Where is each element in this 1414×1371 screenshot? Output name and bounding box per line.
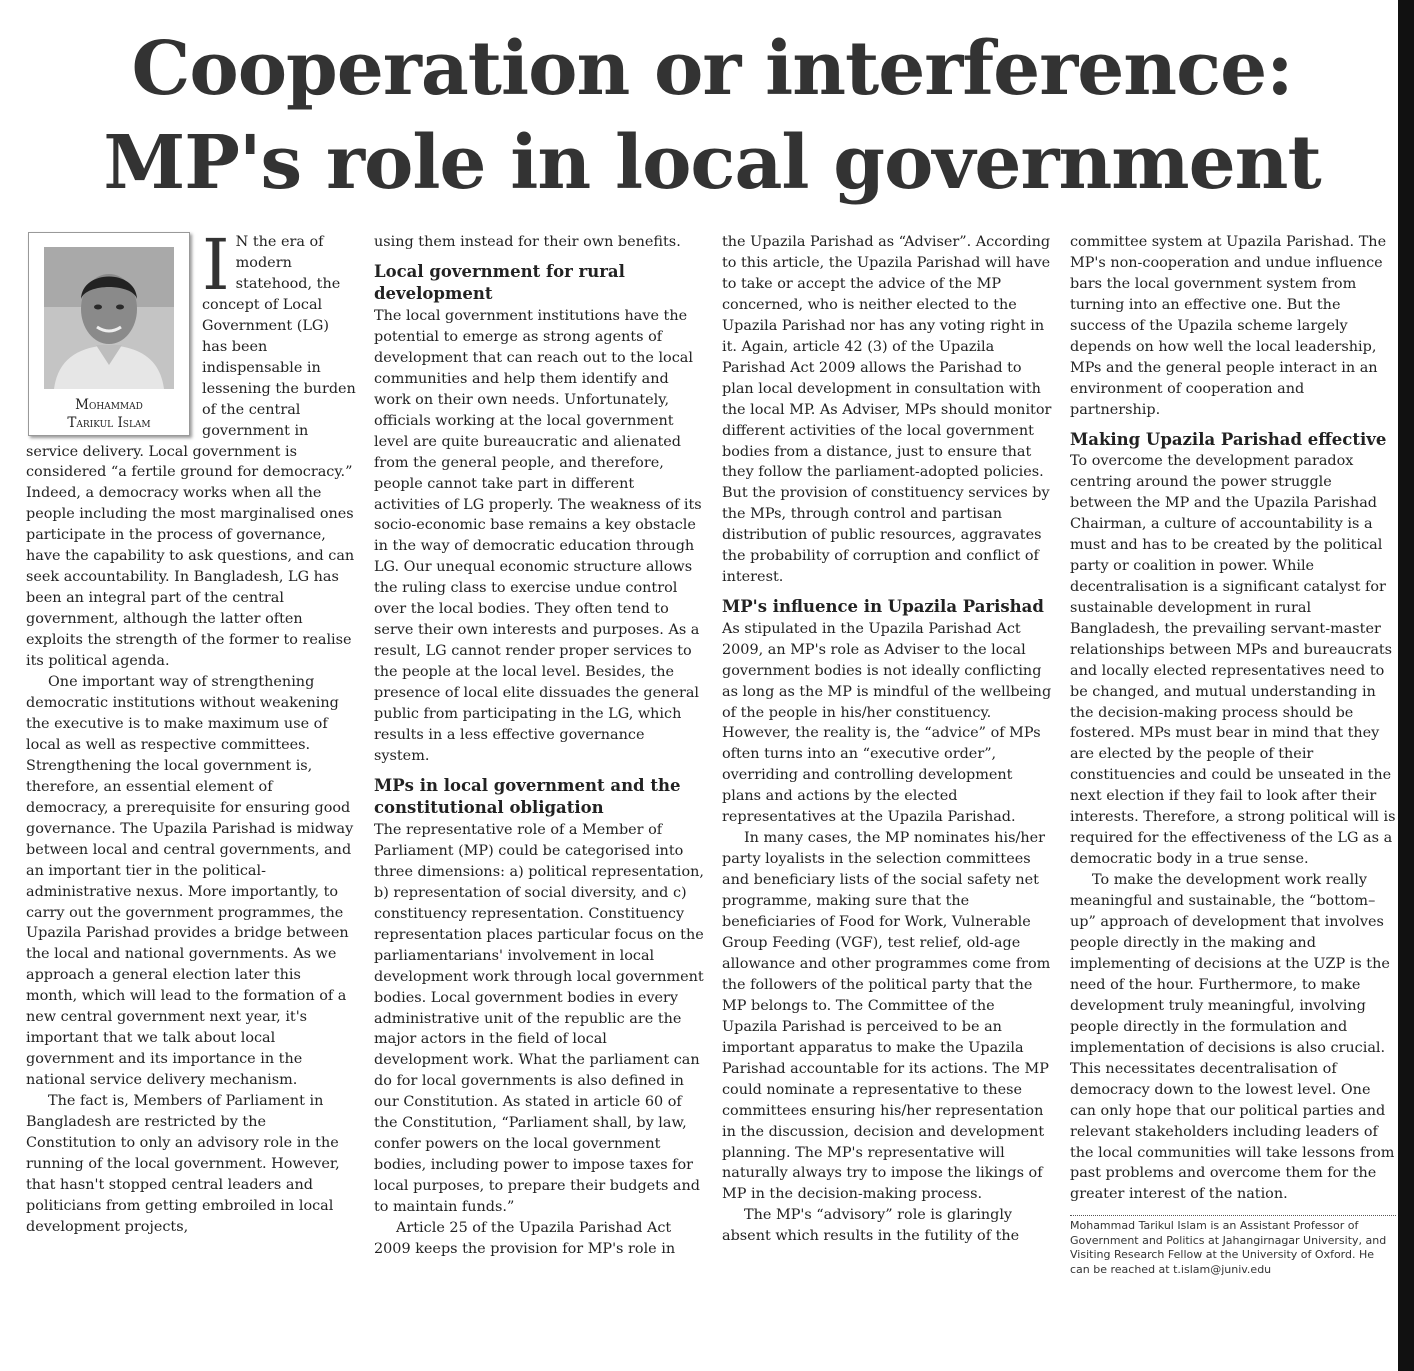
article-paragraph: The representative role of a Member of Parliament (MP) could be categorised into three dimensions: a) political representation, b) representation of social diversity, and c) constituency representation. Constituency representation places particular focus on the parliamentarians' involvement in local development work through local government bodies. Local government bodies in every administrative unit of the republic are the major actors in the field of local development work. What the parliament can do for local governments is also defined in our Constitution. As stated in article 60 of the Constitution, “Parliament shall, by law, confer powers on the local government bodies, including power to impose taxes for local purposes, to prepare their budgets and to maintain funds.” [374, 821, 704, 1216]
author-name-line-2: Tarikul Islam [67, 415, 151, 431]
column-4 [1070, 232, 1396, 1277]
section-heading: MPs in local government and the constitutional obligation [374, 775, 681, 818]
headline [30, 22, 1394, 210]
article-paragraph: The fact is, Members of Parliament in Bangladesh are restricted by the Constitution to only an advisory role in the running of the local government. However, that hasn't stopped central leaders and politicians from getting embroiled in local development projects, [26, 1093, 340, 1235]
section-heading: Local government for rural development [374, 261, 625, 304]
column-1 [26, 224, 356, 1238]
article-paragraph: To make the development work really meaningful and sustainable, the “bottom–up” approach of development that involves people directly in the making and implementing of decisions at the UZP is the need of the hour. Furthermore, to make development truly meaningful, involving people directly in the formulation and implementation of decisions is also crucial. This necessitates decentralisation of democracy down to the lowest level. One can only hope that our political parties and relevant stakeholders including leaders of the local communities will take lessons from past problems and overcome them for the greater interest of the nation. [1070, 872, 1395, 1203]
headline-line-2: MP's role in local government [103, 120, 1321, 206]
article-paragraph: committee system at Upazila Parishad. The MP's non-cooperation and undue influence bars the local government system from turning into an effective one. But the success of the Upazila scheme largely depends on how well the local leadership, MPs and the general people interact in an environment of cooperation and partnership. [1070, 234, 1387, 418]
author-byline [29, 396, 189, 432]
author-name-line-1: Mohammad [75, 397, 143, 413]
section-heading: Making Upazila Parishad effective [1070, 429, 1387, 449]
article-paragraph: The local government institutions have the potential to emerge as strong agents of development that can reach out to the local communities and help them identify and work on their own needs. Unfortunately, officials working at the local government level are quite bureaucratic and alienated from the general people, and therefore, people cannot take part in different activities of LG properly. The weakness of its socio-economic base remains a key obstacle in the way of democratic education through LG. Our unequal economic structure allows the ruling class to exercise undue control over the local bodies. They often tend to serve their own interests and purposes. As a result, LG cannot render proper services to the people at the local level. Besides, the presence of local elite dissuades the general public from participating in the LG, which results in a less effective governance system. [374, 307, 702, 764]
page-edge [1398, 0, 1414, 1371]
article-paragraph: One important way of strengthening democratic institutions without weakening the executive is to make maximum use of local as well as respective committees. Strengthening the local government is, therefore, an essential element of democracy, a prerequisite for ensuring good governance. The Upazila Parishad is midway between local and central governments, and an important tier in the political-administrative nexus. More importantly, to carry out the government programmes, the Upazila Parishad provides a bridge between the local and national governments. As we approach a general election later this month, which will lead to the formation of a new central government next year, it's important that we talk about local government and its importance in the national service delivery mechanism. [26, 674, 354, 1089]
article-paragraph: In many cases, the MP nominates his/her party loyalists in the selection committees and beneficiary lists of the social safety net programme, making sure that the beneficiaries of Food for Work, Vulnerable Group Feeding (VGF), test relief, old-age allowance and other programmes come from the followers of the political party that the MP belongs to. The Committee of the Upazila Parishad is perceived to be an important apparatus to make the Upazila Parishad accountable for its actions. The MP could nominate a representative to these committees ensuring his/her representation in the discussion, decision and development planning. The MP's representative will naturally always try to impose the likings of MP in the decision-making process. [722, 830, 1051, 1203]
column-3 [722, 232, 1052, 1247]
column-2 [374, 232, 704, 1260]
section-heading: MP's influence in Upazila Parishad [722, 597, 1044, 617]
article-paragraph: using them instead for their own benefits. [374, 234, 681, 250]
author-photo [44, 247, 174, 389]
article-paragraph: the Upazila Parishad as “Adviser”. According to this article, the Upazila Parishad will have to take or accept the advice of the MP concerned, who is neither elected to the Upazila Parishad nor has any voting right in it. Again, article 42 (3) of the Upazila Parishad Act 2009 allows the Parishad to plan local development in consultation with the local MP. As Adviser, MPs should monitor different activities of the local government bodies from a distance, just to ensure that they follow the parliament-adopted policies. But the provision of constituency services by the MPs, through control and partisan distribution of public resources, aggravates the probability of corruption and conflict of interest. [722, 234, 1052, 586]
bio-divider [1070, 1215, 1396, 1216]
article-paragraph: The MP's “advisory” role is glaringly absent which results in the futility of the [722, 1207, 1020, 1245]
article-paragraph: Article 25 of the Upazila Parishad Act 2009 keeps the provision for MP's role in [374, 1220, 676, 1257]
article-paragraph: N the era of modern statehood, the concept of Local Government (LG) has been indispensable in lessening the burden of the central government in service delivery. Local government is considered “a fertile ground for democracy.” Indeed, a democracy works when all the people including the most marginalised ones participate in the process of governance, have the capability to ask questions, and can seek accountability. In Bangladesh, LG has been an integral part of the central government, although the latter often exploits the strength of the former to realise its political agenda. [26, 234, 356, 670]
headline-line-1: Cooperation or interference: [131, 26, 1293, 112]
drop-cap: I [202, 224, 230, 306]
article-paragraph: As stipulated in the Upazila Parishad Act 2009, an MP's role as Adviser to the local government bodies is not ideally conflicting as long as the MP is mindful of the wellbeing of the people in his/her constituency. However, the reality is, the “advice” of MPs often turns into an “executive order”, overriding and controlling development plans and actions by the elected representatives at the Upazila Parishad. [722, 620, 1052, 826]
author-bio: Mohammad Tarikul Islam is an Assistant Professor of Government and Politics at Jahangirnagar University, and Visiting Research Fellow at the University of Oxford. He can be reached at t.islam@juniv.edu [1070, 1219, 1387, 1276]
author-photo-box [28, 232, 190, 436]
article-paragraph: To overcome the development paradox centring around the power struggle between the MP and the Upazila Parishad Chairman, a culture of accountability is a must and has to be created by the political party or coalition in power. While decentralisation is a significant catalyst for sustainable development in rural Bangladesh, the prevailing servant-master relationships between MPs and bureaucrats and locally elected representatives need to be changed, and mutual understanding in the decision-making process should be fostered. MPs must bear in mind that they are elected by the people of their constituencies and could be unseated in the next election if they fail to look after their interests. Therefore, a strong political will is required for the effectiveness of the LG as a democratic body in a true sense. [1070, 453, 1396, 868]
